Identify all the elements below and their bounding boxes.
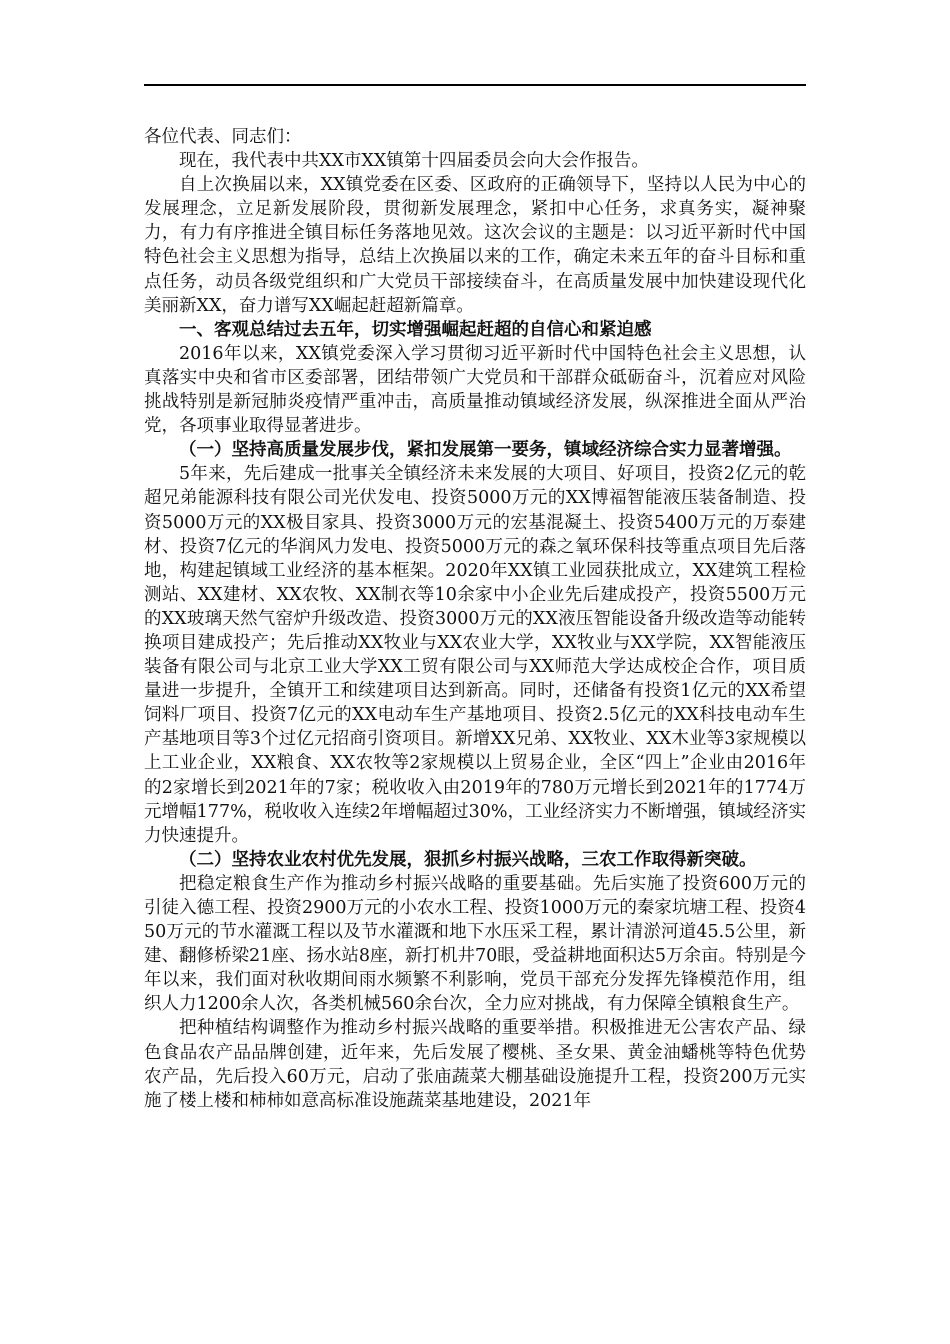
subsection-heading-1: （一）坚持高质量发展步伐，紧扣发展第一要务，镇域经济综合实力显著增强。 [179,440,792,461]
paragraph-theme: 自上次换届以来，XX镇党委在区委、区政府的正确领导下，坚持以人民为中心的发展理念，立足新发展阶段，贯彻新发展理念，紧扣中心任务，求真务实，凝神聚力，有力有序推进全镇目标任务落地见效。这次会议的主题是：以习近平新时代中国特色社会主义思想为指导，总结上次换届以来的工作，确定未来五年的奋斗目标和重点任务，动员各级党组织和广大党员干部接续奋斗，在高质量发展中加快建设现代化美丽新XX，奋力谱写XX崛起赶超新篇章。 [144,175,806,316]
paragraph-subsection2-grain: 把稳定粮食生产作为推动乡村振兴战略的重要基础。先后实施了投资600万元的引徒入德工程、投资2900万元的小农水工程、投资1000万元的秦家坑塘工程、投资450万元的节水灌溉工程以及节水灌溉和地下水压采工程，累计清淤河道45.5公里，新建、翻修桥梁21座、扬水站8座，新打机井70眼，受益耕地面积达5万余亩。特别是今年以来，我们面对秋收期间雨水频繁不利影响，党员干部充分发挥先锋模范作用，组织人力1200余人次，各类机械560余台次，全力应对挑战，有力保障全镇粮食生产。 [144,873,806,1015]
paragraph-section1-intro: 2016年以来，XX镇党委深入学习贯彻习近平新时代中国特色社会主义思想，认真落实中央和省市区委部署，团结带领广大党员和干部群众砥砺奋斗，沉着应对风险挑战特别是新冠肺炎疫情严重冲击，高质量推动镇域经济发展，纵深推进全面从严治党，各项事业取得显著进步。 [144,343,806,437]
paragraph-intro: 现在，我代表中共XX市XX镇第十四届委员会向大会作报告。 [179,151,649,172]
document-body [144,125,806,1113]
subsection-heading-2: （二）坚持农业农村优先发展，狠抓乡村振兴战略，三农工作取得新突破。 [179,849,757,870]
section-heading-1: 一、客观总结过去五年，切实增强崛起赶超的自信心和紧迫感 [179,319,652,340]
salutation: 各位代表、同志们： [144,127,302,147]
paragraph-subsection2-planting: 把种植结构调整作为推动乡村振兴战略的重要举措。积极推进无公害农产品、绿色食品农产品品牌创建，近年来，先后发展了樱桃、圣女果、黄金油蟠桃等特色优势农产品，先后投入60万元，启动了张庙蔬菜大棚基础设施提升工程，投资200万元实施了楼上楼和柿柿如意高标准设施蔬菜基地建设，2021年 [144,1018,806,1111]
header-rule [144,84,806,86]
paragraph-subsection1: 5年来，先后建成一批事关全镇经济未来发展的大项目、好项目，投资2亿元的乾超兄弟能源科技有限公司光伏发电、投资5000万元的XX博福智能液压装备制造、投资5000万元的XX极目家具、投资3000万元的宏基混凝土、投资5400万元的万泰建材、投资7亿元的华润风力发电、投资5000万元的森之氧环保科技等重点项目先后落地，构建起镇域工业经济的基本框架。2020年XX镇工业园获批成立，XX建筑工程检测站、XX建材、XX农牧、XX制衣等10余家中小企业先后建成投产，投资5500万元的XX玻璃天然气窑炉升级改造、投资3000万元的XX液压智能设备升级改造等动能转换项目建成投产；先后推动XX牧业与XX农业大学，XX牧业与XX学院，XX智能液压装备有限公司与北京工业大学XX工贸有限公司与XX师范大学达成校企合作，项目质量进一步提升，全镇开工和续建项目达到新高。同时，还储备有投资1亿元的XX希望饲料厂项目、投资7亿元的XX电动车生产基地项目、投资2.5亿元的XX科技电动车生产基地项目等3个过亿元招商引资项目。新增XX兄弟、XX牧业、XX木业等3家规模以上工业企业，XX粮食、XX农牧等2家规模以上贸易企业，全区“四上”企业由2016年的2家增长到2021年的7家；税收收入由2019年的780万元增长到2021年的1774万元增幅177%，税收收入连续2年增幅超过30%，工业经济实力不断增强，镇域经济实力快速提升。 [144,464,806,846]
